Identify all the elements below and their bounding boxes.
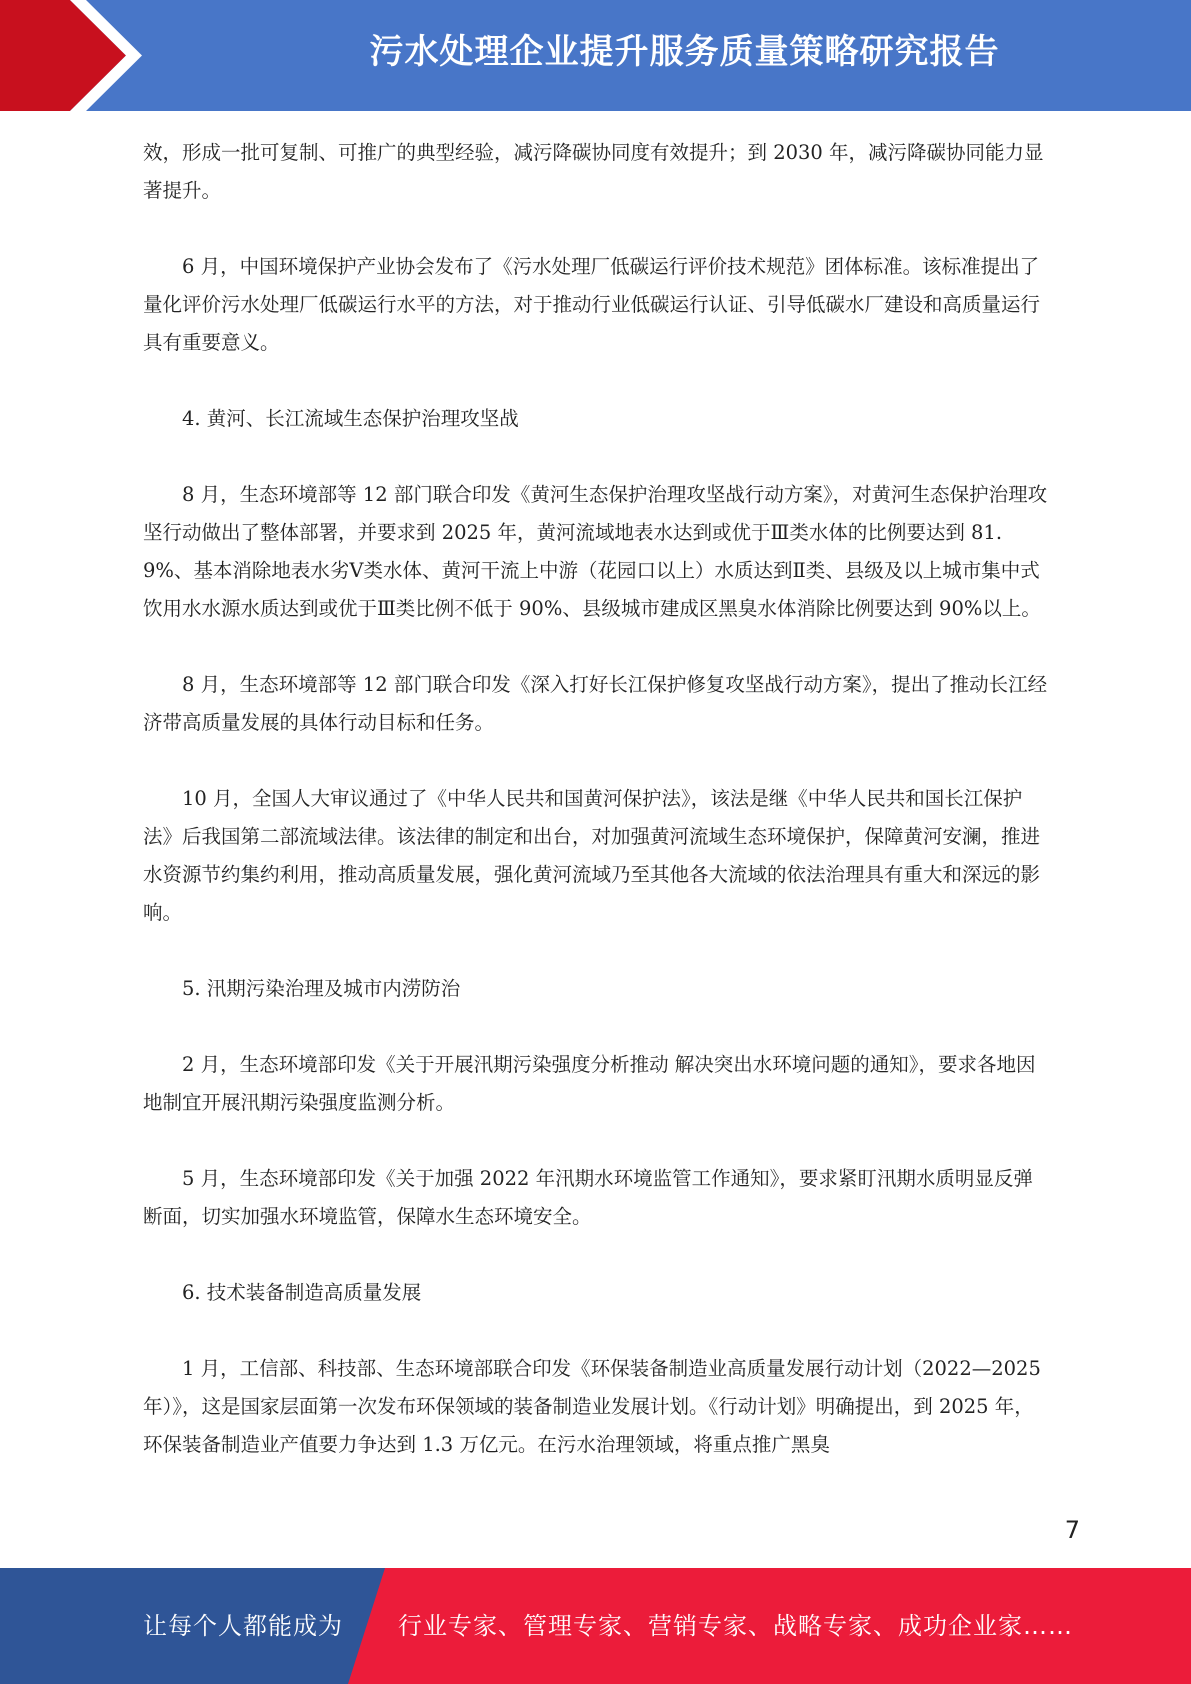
- paragraph-flood-supervision-notice: 5 月，生态环境部印发《关于加强 2022 年汛期水环境监管工作通知》，要求紧盯汛期水质明显反弹断面，切实加强水环境监管，保障水生态环境安全。: [143, 1167, 1033, 1228]
- paragraph-yangtze-plan: 8 月，生态环境部等 12 部门联合印发《深入打好长江保护修复攻坚战行动方案》，提出了推动长江经济带高质量发展的具体行动目标和任务。: [143, 673, 1048, 734]
- page-footer: [0, 1568, 1191, 1684]
- header-chevron-decoration: [0, 0, 160, 111]
- section-heading-equipment: 6. 技术装备制造高质量发展: [182, 1281, 422, 1304]
- page-number: 7: [1064, 1516, 1080, 1544]
- paragraph-yellow-river-plan: 8 月，生态环境部等 12 部门联合印发《黄河生态保护治理攻坚战行动方案》，对黄河生态保护治理攻坚行动做出了整体部署，并要求到 2025 年，黄河流域地表水达到或优于Ⅲ类水体的比例要达到 81.9%、基本消除地表水劣Ⅴ类水体、黄河干流上中游（花园口以上）水质达到Ⅱ类、县级及以上城市集中式饮用水水源水质达到或优于Ⅲ类比例不低于 90%、县级城市建成区黑臭水体消除比例要达到 90%以上。: [143, 483, 1048, 620]
- paragraph-equipment-plan: 1 月，工信部、科技部、生态环境部联合印发《环保装备制造业高质量发展行动计划（2022—2025 年）》，这是国家层面第一次发布环保领域的装备制造业发展计划。《行动计划》明确提出，到 2025 年，环保装备制造业产值要力争达到 1.3 万亿元。在污水治理领域，将重点推广黑臭: [143, 1357, 1041, 1456]
- paragraph-continuation: 效，形成一批可复制、可推广的典型经验，减污降碳协同度有效提升；到 2030 年，减污降碳协同能力显著提升。: [143, 141, 1044, 202]
- footer-slogan-roles: 行业专家、管理专家、营销专家、战略专家、成功企业家……: [398, 1612, 1073, 1640]
- paragraph-flood-pollution-notice: 2 月，生态环境部印发《关于开展汛期污染强度分析推动 解决突出水环境问题的通知》，要求各地因地制宜开展汛期污染强度监测分析。: [143, 1053, 1036, 1114]
- document-title: 污水处理企业提升服务质量策略研究报告: [369, 32, 1000, 72]
- paragraph-yellow-river-law: 10 月，全国人大审议通过了《中华人民共和国黄河保护法》，该法是继《中华人民共和国长江保护法》后我国第二部流域法律。该法律的制定和出台，对加强黄河流域生态环境保护，保障黄河安澜，推进水资源节约集约利用，推动高质量发展，强化黄河流域乃至其他各大流域的依法治理具有重大和深远的影响。: [143, 787, 1041, 924]
- document-body: [143, 134, 1048, 1464]
- page-header: [0, 0, 1191, 111]
- paragraph-low-carbon-standard: 6 月，中国环境保护产业协会发布了《污水处理厂低碳运行评价技术规范》团体标准。该标准提出了量化评价污水处理厂低碳运行水平的方法，对于推动行业低碳运行认证、引导低碳水厂建设和高质量运行具有重要意义。: [143, 255, 1041, 354]
- section-heading-yellow-yangtze: 4. 黄河、长江流域生态保护治理攻坚战: [182, 407, 519, 430]
- section-heading-flood-season: 5. 汛期污染治理及城市内涝防治: [182, 977, 461, 1000]
- footer-slogan-lead: 让每个人都能成为: [143, 1612, 343, 1640]
